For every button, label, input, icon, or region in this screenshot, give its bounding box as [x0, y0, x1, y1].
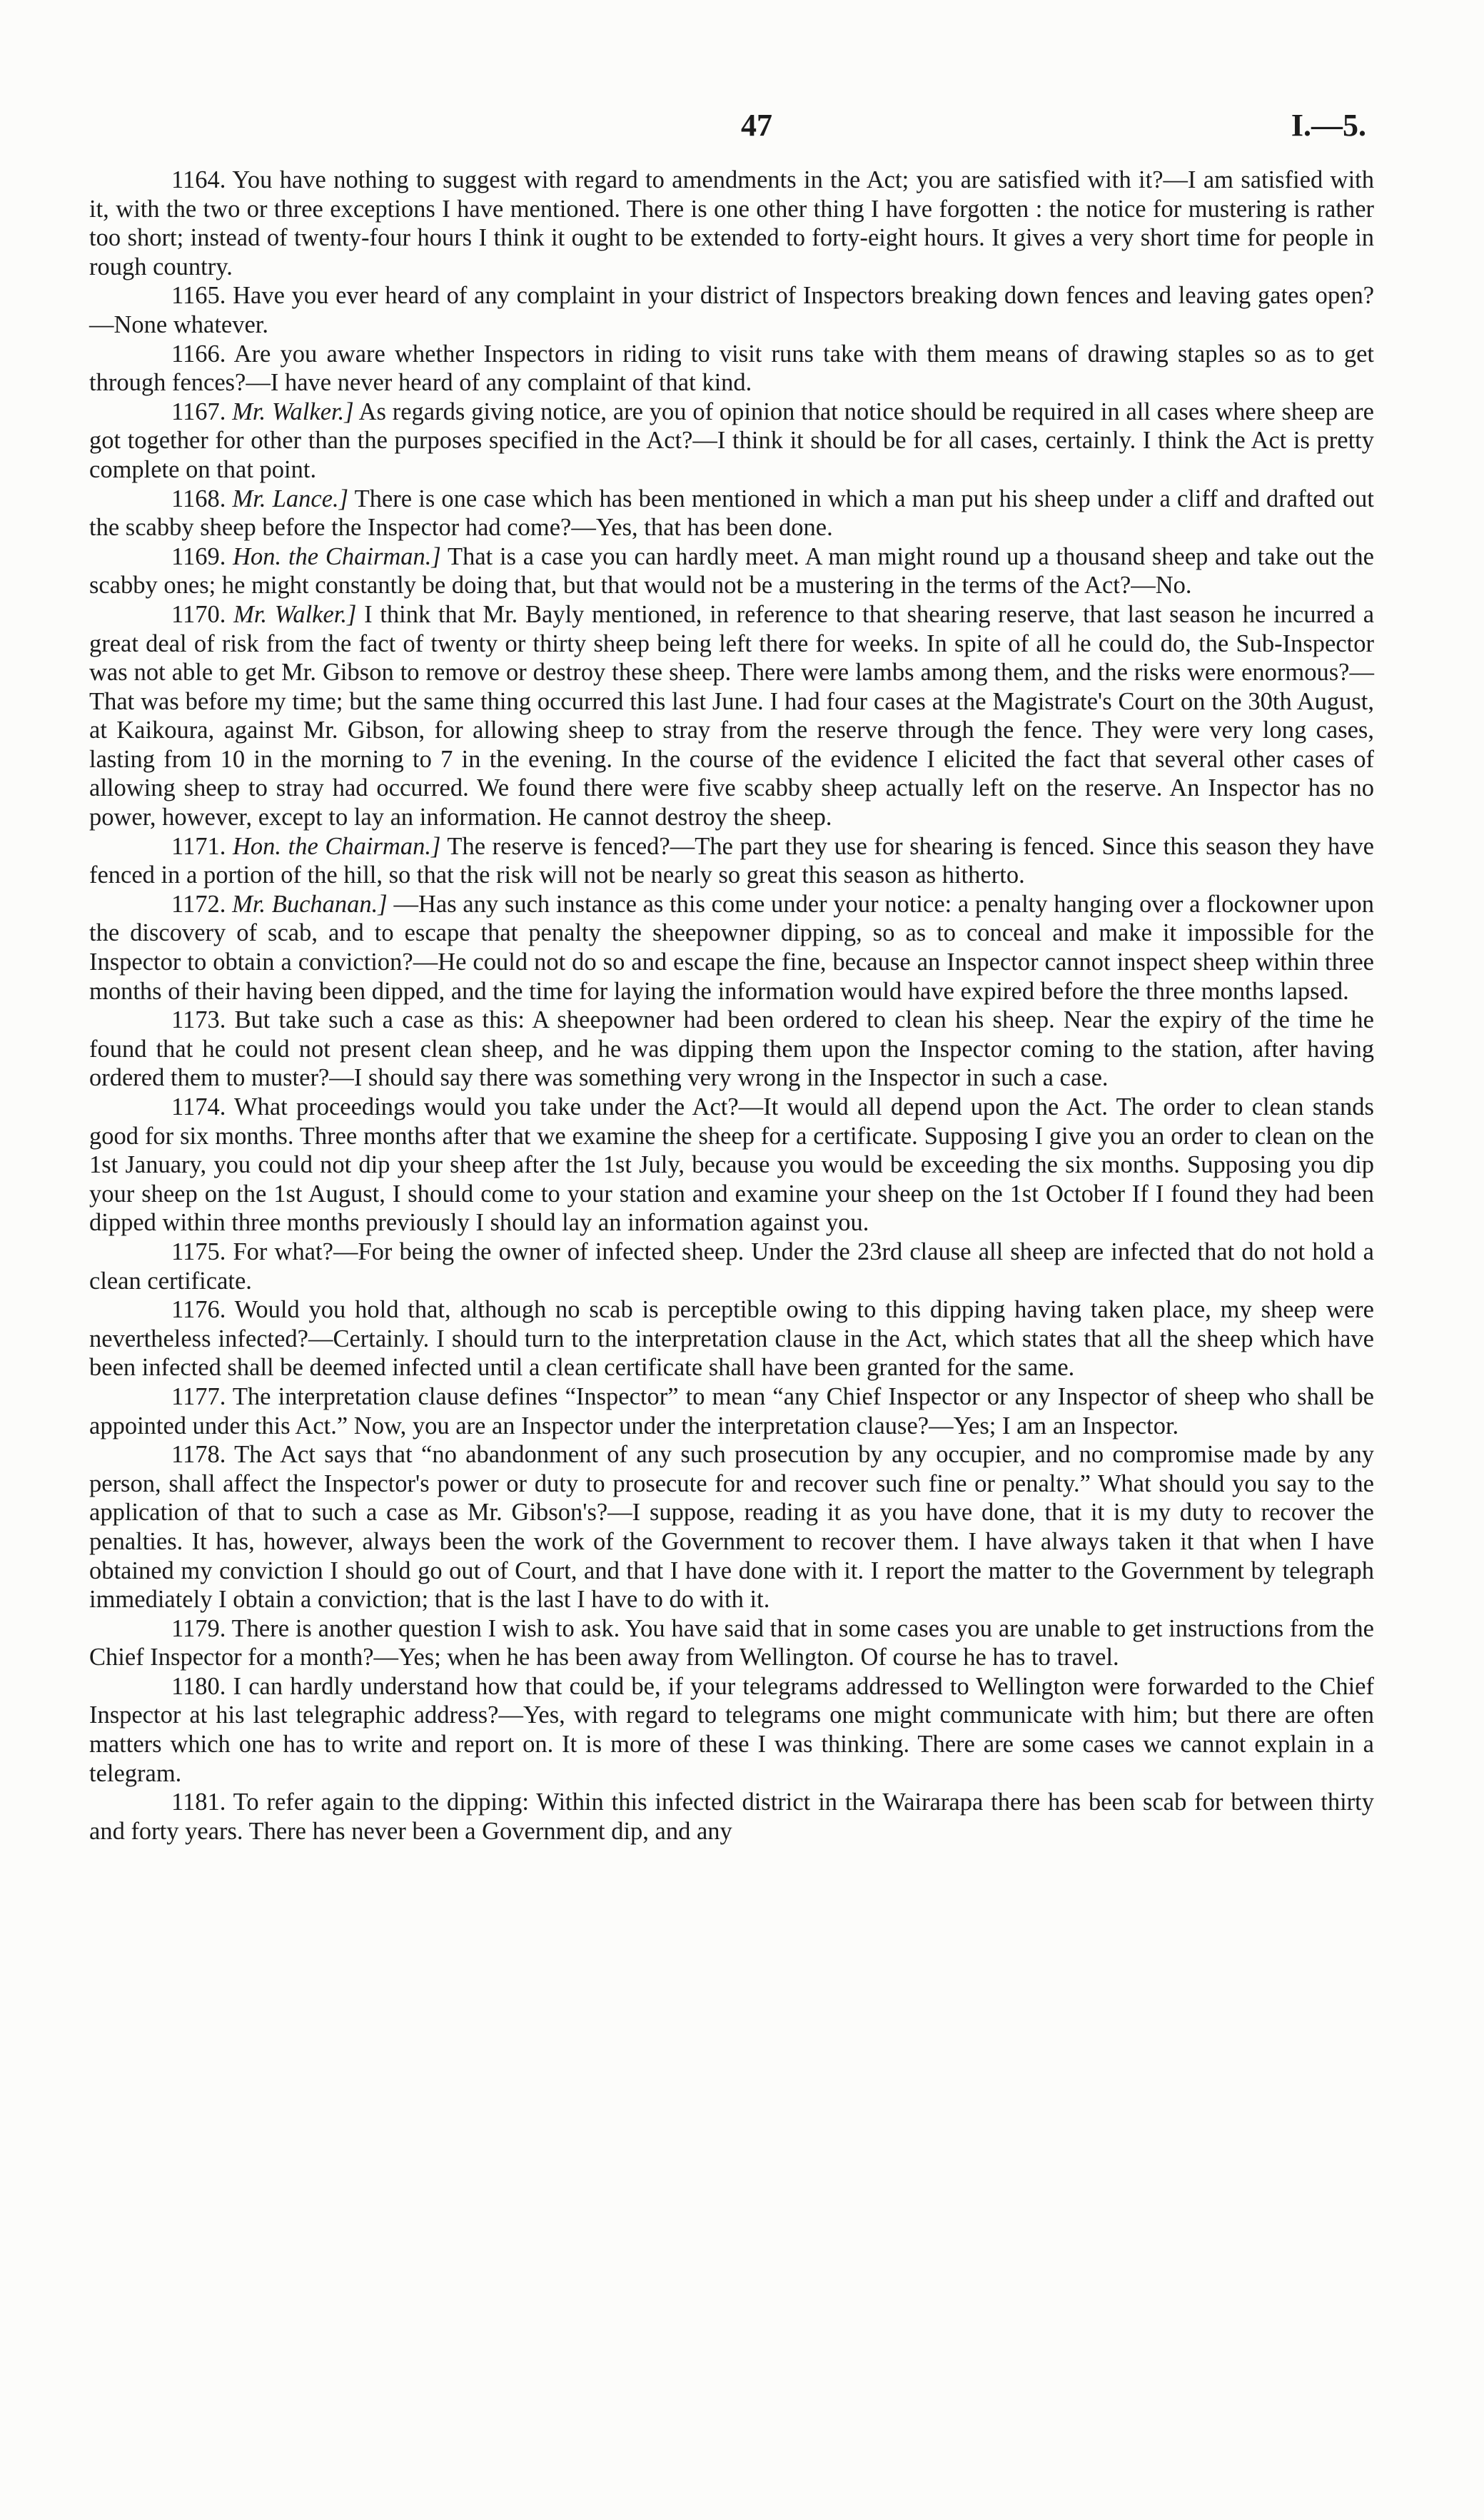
paragraph-1167: [89, 398, 1374, 485]
body-text: [89, 166, 1374, 1846]
paragraph-1166: [89, 340, 1374, 398]
speaker-label: Mr. Lance.]: [232, 485, 349, 512]
paragraph-1170: [89, 600, 1374, 832]
paragraph-number: 1177.: [171, 1382, 226, 1410]
paragraph-number: 1181.: [171, 1788, 226, 1816]
paragraph-1169: [89, 542, 1374, 600]
paragraph-number: 1179.: [171, 1614, 226, 1642]
paragraph-text: I can hardly understand how that could be, if your telegrams addressed to Wellington were forwarded to the Chief Inspector at his last telegraphic address?—Yes, with regard to telegrams one might communicate with him; but there are often matters which one has to write and report on. It is more of these I was thinking. There are some cases we cannot explain in a telegram.: [89, 1672, 1374, 1787]
paragraph-1174: [89, 1093, 1374, 1238]
paragraph-1177: [89, 1382, 1374, 1440]
speaker-label: Hon. the Chairman.]: [233, 542, 441, 570]
paragraph-number: 1167.: [171, 398, 226, 425]
paragraph-text: There is one case which has been mentioned in which a man put his sheep under a cliff and drafted out the scabby sheep before the Inspector had come?—Yes, that has been done.: [89, 485, 1374, 542]
paragraph-text: I think that Mr. Bayly mentioned, in reference to that shearing reserve, that last season he incurred a great deal of risk from the fact of twenty or thirty sheep being left there for weeks. In spite of all he could do, the Sub-Inspector was not able to get Mr. Gibson to remove or destroy these sheep. There were lambs among them, and the risks were enormous?—That was before my time; but the same thing occurred this last June. I had four cases at the Magistrate's Court on the 30th August, at Kaikoura, against Mr. Gibson, for allowing sheep to stray from the reserve through the fence. They were very long cases, lasting from 10 in the morning to 7 in the evening. In the course of the evidence I elicited the fact that several other cases of allowing sheep to stray had occurred. We found there were five scabby sheep actually left on the reserve. An Inspector has no power, however, except to lay an information. He cannot destroy the sheep.: [89, 600, 1375, 831]
document-reference: I.—5.: [1291, 108, 1366, 143]
paragraph-1176: [89, 1295, 1374, 1382]
paragraph-number: 1168.: [171, 485, 226, 512]
paragraph-number: 1176.: [171, 1296, 226, 1324]
paragraph-text: The Act says that “no abandonment of any such prosecution by any occupier, and no compromise made by any person, shall affect the Inspector's power or duty to prosecute for and recover such fine or penalty.” What should you say to the application of that to such a case as Mr. Gibson's?—I suppose, reading it as you have done, that it is my duty to recover the penalties. It has, however, always been the work of the Government to recover them. I have always taken it that when I have obtained my conviction I should go out of Court, and that I have done with it. I report the matter to the Government by telegraph immediately I obtain a conviction; that is the last I have to do with it.: [89, 1441, 1374, 1614]
paragraph-1172: [89, 890, 1374, 1006]
paragraph-1181: [89, 1788, 1374, 1846]
paragraph-number: 1170.: [171, 600, 226, 628]
paragraph-1175: [89, 1238, 1374, 1295]
paragraph-number: 1174.: [171, 1093, 226, 1120]
paragraph-1180: [89, 1672, 1374, 1788]
speaker-label: Mr. Walker.]: [232, 398, 354, 425]
paragraph-1173: [89, 1006, 1374, 1093]
paragraph-1164: [89, 166, 1374, 281]
paragraph-number: 1165.: [171, 282, 226, 310]
paragraph-number: 1164.: [171, 166, 226, 193]
speaker-label: Mr. Buchanan.]: [232, 890, 388, 918]
paragraph-text: As regards giving notice, are you of opinion that notice should be required in all cases where sheep are got together for other than the purposes specified in the Act?—I think it should be for all cases, certainly. I think the Act is pretty complete on that point.: [89, 398, 1374, 483]
paragraph-number: 1173.: [171, 1006, 226, 1034]
paragraph-text: Are you aware whether Inspectors in riding to visit runs take with them means of drawing staples so as to get through fences?—I have never heard of any complaint of that kind.: [89, 340, 1375, 397]
paragraph-text: The reserve is fenced?—The part they use for shearing is fenced. Since this season they have fenced in a portion of the hill, so that the risk will not be nearly so great this season as hitherto.: [89, 832, 1374, 889]
paragraph-number: 1171.: [171, 832, 226, 860]
paragraph-text: —Has any such instance as this come under your notice: a penalty hanging over a flockowner upon the discovery of scab, and to escape that penalty the sheepowner dipping, so as to conceal and make it impossible for the Inspector to obtain a conviction?—He could not do so and escape the fine, because an Inspector cannot inspect sheep within three months of their having been dipped, and the time for laying the information would have expired before the three months lapsed.: [89, 890, 1375, 1005]
paragraph-text: Have you ever heard of any complaint in your district of Inspectors breaking down fences and leaving gates open?—None whatever.: [89, 282, 1375, 338]
speaker-label: Mr. Walker.]: [233, 600, 357, 628]
paragraph-1171: [89, 832, 1374, 890]
paragraph-1165: [89, 281, 1374, 339]
paragraph-number: 1180.: [171, 1672, 226, 1700]
paragraph-text: The interpretation clause defines “Inspector” to mean “any Chief Inspector or any Inspector of sheep who shall be appointed under this Act.” Now, you are an Inspector under the interpretation clause?—Yes; I am an Inspector.: [89, 1382, 1374, 1439]
speaker-label: Hon. the Chairman.]: [232, 832, 441, 860]
paragraph-text: There is another question I wish to ask. You have said that in some cases you are unable to get instructions from the Chief Inspector for a month?—Yes; when he has been away from Wellington. Of course he has to travel.: [89, 1614, 1374, 1671]
paragraph-number: 1169.: [171, 542, 226, 570]
paragraph-text: But take such a case as this: A sheepowner had been ordered to clean his sheep. Near the expiry of the time he found that he could not present clean sheep, and he was dipping them upon the Inspector coming to the station, after having ordered them to muster?—I should say there was something very wrong in the Inspector in such a case.: [89, 1006, 1374, 1092]
paragraph-text: Would you hold that, although no scab is perceptible owing to this dipping having taken place, my sheep were nevertheless infected?—Certainly. I should turn to the interpretation clause in the Act, which states that all the sheep which have been infected shall be deemed infected until a clean certificate shall have been granted for the same.: [89, 1296, 1374, 1382]
paragraph-number: 1175.: [171, 1238, 226, 1265]
page-number: 47: [741, 108, 772, 143]
paragraph-text: That is a case you can hardly meet. A man might round up a thousand sheep and take out the scabby ones; he might constantly be doing that, but that would not be a mustering in the terms of the Act?—No.: [89, 542, 1374, 599]
paragraph-number: 1178.: [171, 1441, 226, 1469]
paragraph-text: For what?—For being the owner of infected sheep. Under the 23rd clause all sheep are infected that do not hold a clean certificate.: [89, 1238, 1374, 1295]
paragraph-number: 1172.: [171, 890, 226, 918]
paragraph-1168: [89, 485, 1374, 542]
paragraph-1178: [89, 1440, 1374, 1614]
paragraph-number: 1166.: [171, 340, 226, 368]
paragraph-text: You have nothing to suggest with regard to amendments in the Act; you are satisfied with it?—I am satisfied with it, with the two or three exceptions I have mentioned. There is one other thing I have forgotten : the notice for mustering is rather too short; instead of twenty-four hours I think it ought to be extended to forty-eight hours. It gives a very short time for people in rough country.: [89, 166, 1374, 280]
paragraph-1179: [89, 1614, 1374, 1672]
paragraph-text: What proceedings would you take under the Act?—It would all depend upon the Act. The order to clean stands good for six months. Three months after that we examine the sheep for a certificate. Supposing I give you an order to clean on the 1st January, you could not dip your sheep after the 1st July, because you would be exceeding the six months. Supposing you dip your sheep on the 1st August, I should come to your station and examine your sheep on the 1st October If I found they had been dipped within three months previously I should lay an information against you.: [89, 1093, 1374, 1237]
paragraph-text: To refer again to the dipping: Within this infected district in the Wairarapa there has been scab for between thirty and forty years. There has never been a Government dip, and any: [89, 1788, 1374, 1845]
